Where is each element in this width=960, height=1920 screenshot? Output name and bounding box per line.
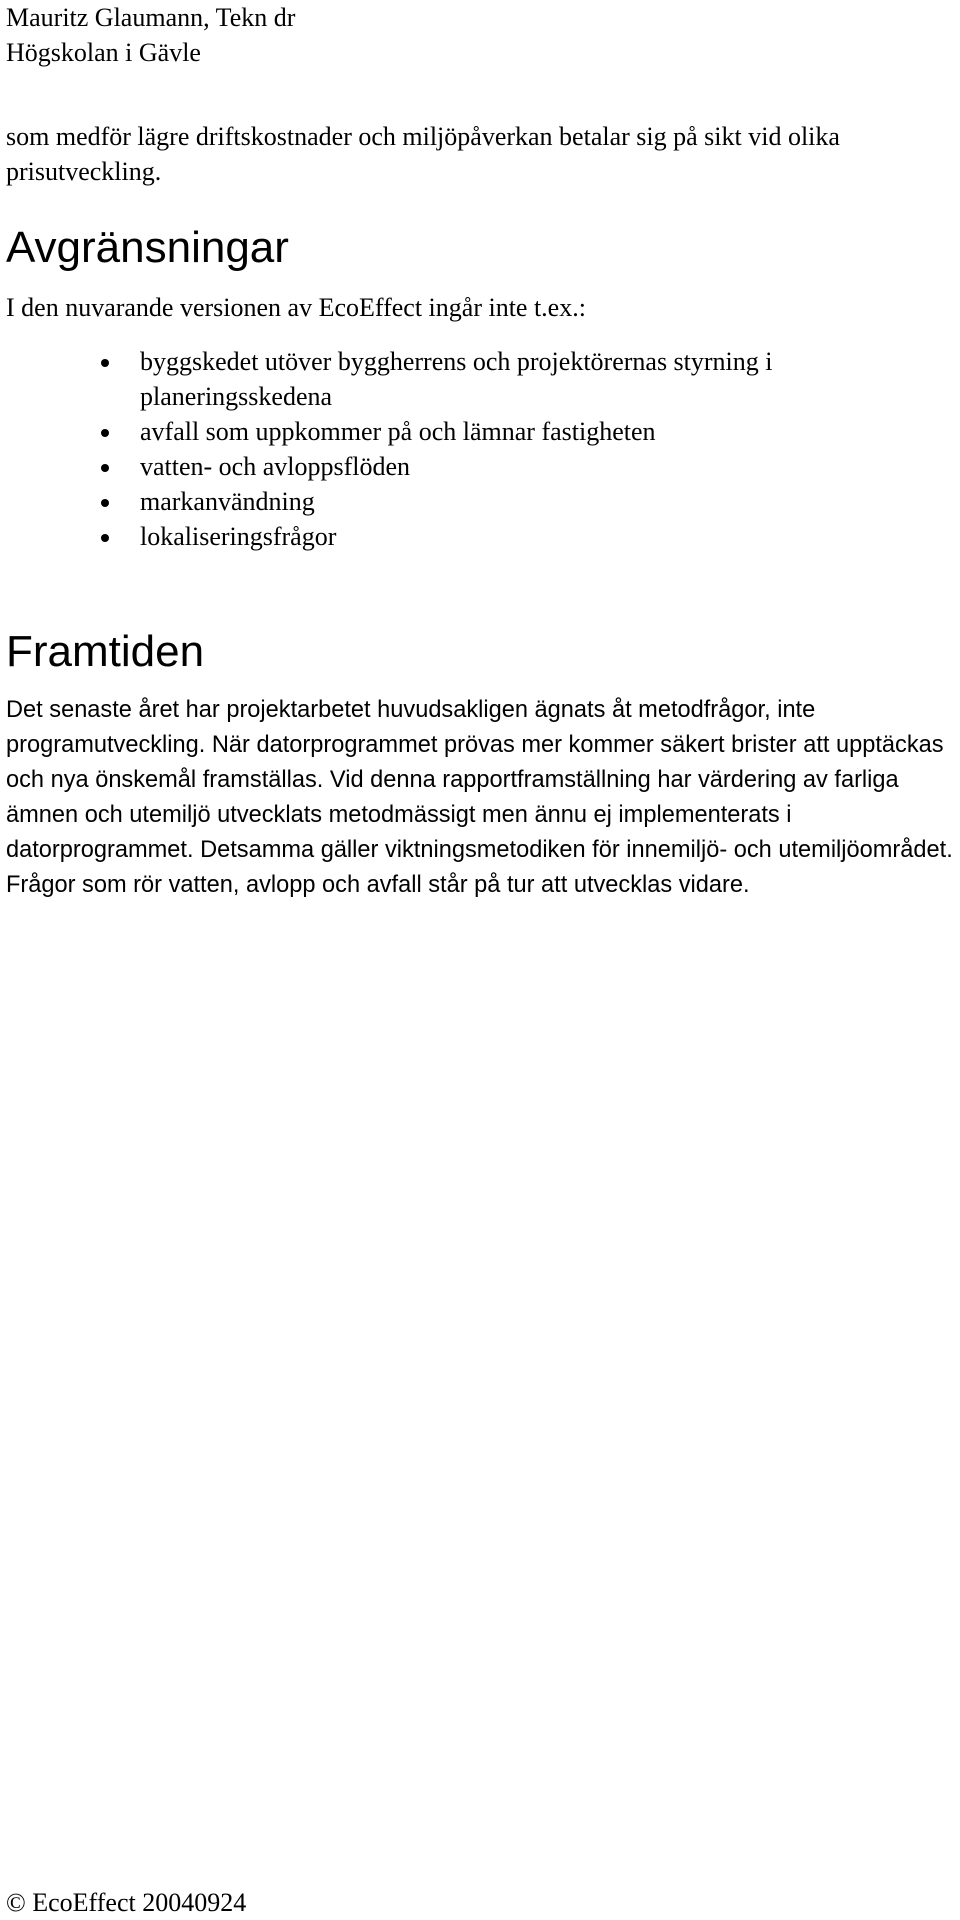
footer-copyright: © EcoEffect 20040924	[6, 1888, 247, 1917]
list-item-text: avfall som uppkommer på och lämnar fastigheten	[140, 417, 656, 446]
list-item	[6, 449, 946, 484]
author-name: Mauritz Glaumann, Tekn dr	[6, 3, 296, 32]
limitations-list	[6, 344, 946, 554]
list-item	[6, 344, 946, 414]
institution-name: Högskolan i Gävle	[6, 38, 201, 67]
list-item-text: byggskedet utöver byggherrens och projektörernas styrning i planeringsskedena	[140, 347, 773, 411]
bullet-icon	[101, 464, 109, 472]
list-item	[6, 414, 946, 449]
future-paragraph: Det senaste året har projektarbetet huvudsakligen ägnats åt metodfrågor, inte programutveckling. När datorprogrammet prövas mer kommer säkert brister att upptäckas och nya önskemål framställas. Vid denna rapportframställning har värdering av farliga ämnen och utemiljö utvecklats metodmässigt men ännu ej implementerats i datorprogrammet. Detsamma gäller viktningsmetodiken för innemiljö- och utemiljöområdet. Frågor som rör vatten, avlopp och avfall står på tur att utvecklas vidare.	[6, 697, 953, 898]
page-header	[6, 0, 295, 70]
intro-paragraph: som medför lägre driftskostnader och miljöpåverkan betalar sig på sikt vid olika prisutveckling.	[6, 122, 840, 186]
list-item-text: markanvändning	[140, 487, 315, 516]
bullet-icon	[101, 534, 109, 542]
limitations-heading: Avgränsningar	[6, 223, 289, 272]
list-item-text: lokaliseringsfrågor	[140, 522, 337, 551]
list-item	[6, 519, 946, 554]
bullet-icon	[101, 359, 109, 367]
bullet-icon	[101, 499, 109, 507]
future-heading: Framtiden	[6, 627, 205, 676]
list-item-text: vatten- och avloppsflöden	[140, 452, 411, 481]
bullet-icon	[101, 429, 109, 437]
limitations-lead: I den nuvarande versionen av EcoEffect ingår inte t.ex.:	[6, 293, 586, 322]
list-item	[6, 484, 946, 519]
